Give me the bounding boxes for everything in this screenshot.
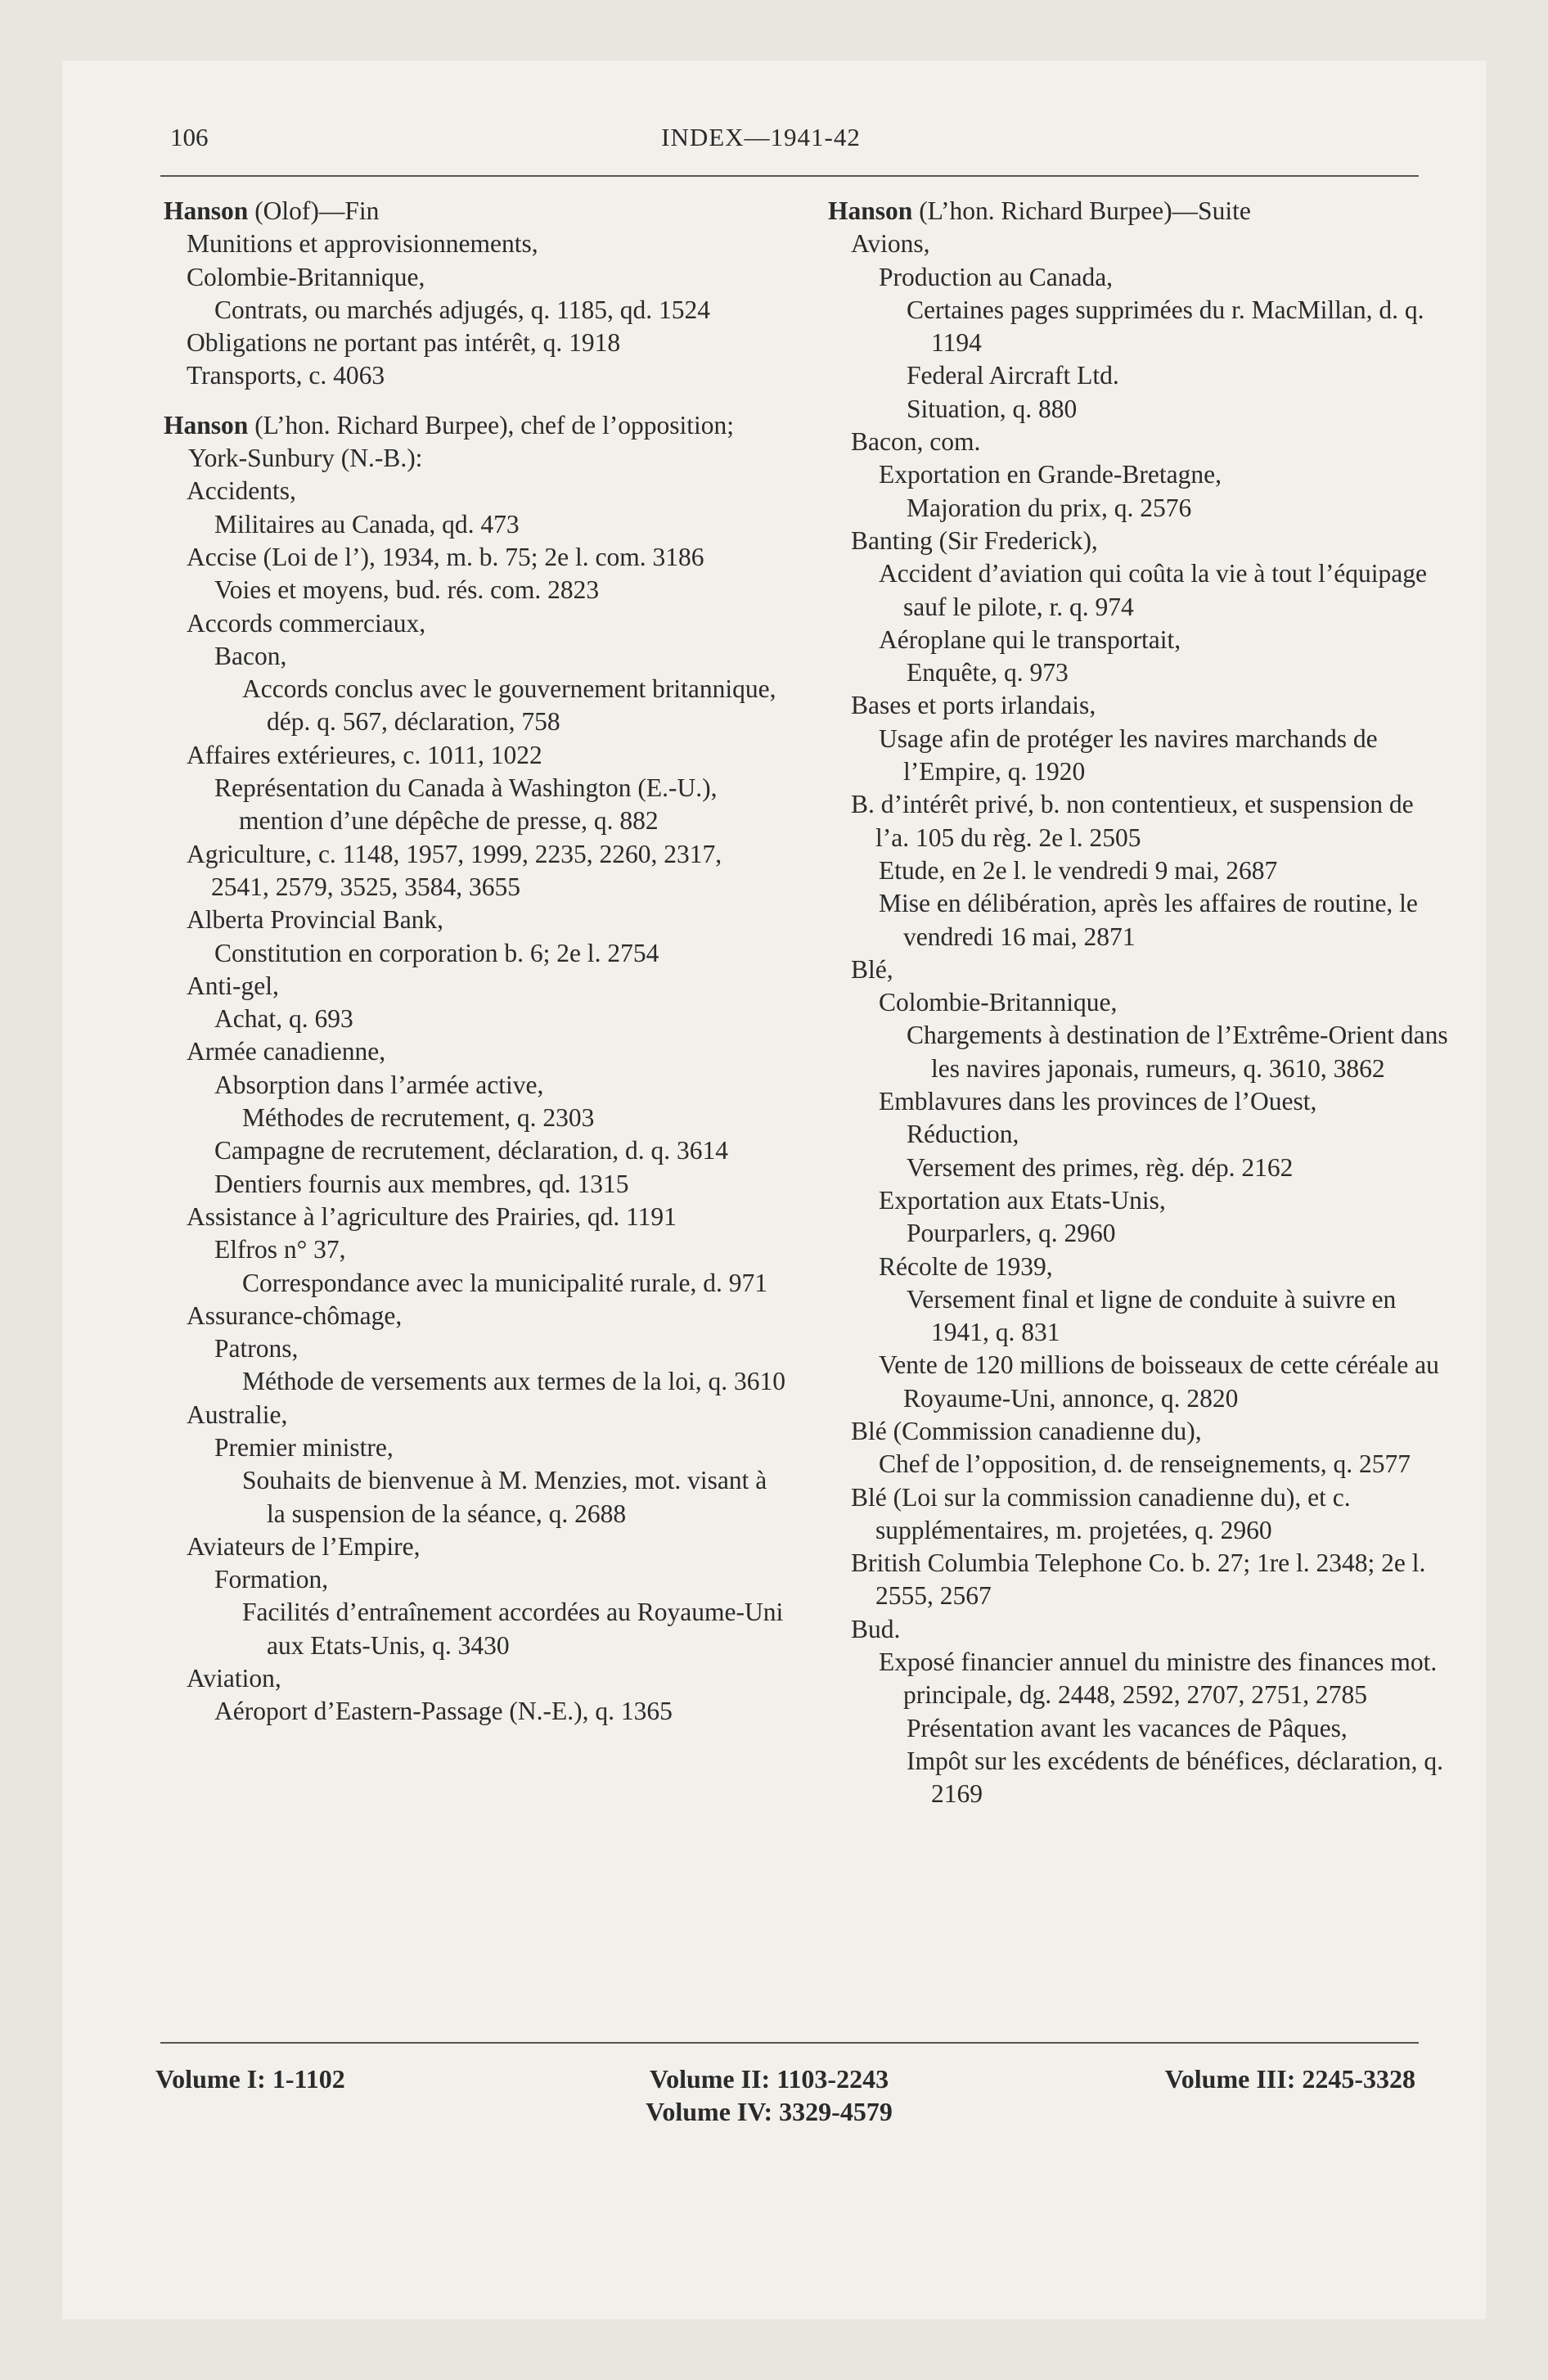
entry-text: Transports, c. 4063 (187, 361, 385, 390)
entry-text: Armée canadienne, (187, 1037, 386, 1066)
index-entry (828, 458, 1450, 491)
entry-text: Récolte de 1939, (879, 1251, 1053, 1281)
entry-text: Versement des primes, règ. dép. 2162 (907, 1152, 1294, 1182)
index-entry (164, 409, 785, 476)
right-column (828, 195, 1450, 1811)
index-entry (164, 195, 785, 228)
entry-text: Alberta Provincial Bank, (187, 905, 444, 935)
index-entry (828, 1646, 1450, 1712)
entry-text: Exposé financier annuel du ministre des finances mot. principale, dg. 2448, 2592, 2707, 2751, 2785 (879, 1648, 1438, 1710)
index-entry (164, 1596, 785, 1662)
index-entry (828, 986, 1450, 1019)
index-entry (828, 492, 1450, 525)
index-entry (828, 1712, 1450, 1745)
entry-text: Avions, (851, 229, 930, 259)
entry-text: (L’hon. Richard Burpee)—Suite (912, 196, 1251, 225)
index-entry (164, 508, 785, 541)
index-entry (164, 541, 785, 574)
index-entry (164, 772, 785, 838)
index-entry (164, 1134, 785, 1167)
entry-text: Absorption dans l’armée active, (214, 1070, 544, 1099)
index-entry (828, 1217, 1450, 1250)
index-entry (828, 261, 1450, 294)
entry-text: Agriculture, c. 1148, 1957, 1999, 2235, 2260, 2317, 2541, 2579, 3525, 3584, 3655 (187, 839, 722, 901)
index-entry (828, 1184, 1450, 1217)
entry-heading: Hanson (828, 196, 913, 225)
index-entry (164, 904, 785, 936)
entry-text: Accident d’aviation qui coûta la vie à tout l’équipage sauf le pilote, r. q. 974 (879, 559, 1428, 621)
entry-text: British Columbia Telephone Co. b. 27; 1re l. 2348; 2e l. 2555, 2567 (851, 1548, 1426, 1611)
index-entry (164, 359, 785, 392)
index-entry (828, 1415, 1450, 1448)
entry-text: Premier ministre, (214, 1432, 394, 1462)
index-entry (828, 195, 1450, 228)
index-entry (164, 574, 785, 606)
entry-text: Banting (Sir Frederick), (851, 525, 1098, 555)
footer-rule (160, 2042, 1419, 2044)
entry-text: Présentation avant les vacances de Pâques, (907, 1713, 1348, 1742)
index-entry (164, 1431, 785, 1464)
entry-text: Chef de l’opposition, d. de renseignements, q. 2577 (879, 1449, 1411, 1479)
entry-text: Colombie-Britannique, (879, 988, 1118, 1017)
index-entry (164, 1233, 785, 1266)
index-entry (828, 1283, 1450, 1350)
index-entry (828, 1448, 1450, 1481)
entry-text: Formation, (214, 1565, 329, 1594)
index-entry (828, 1118, 1450, 1151)
entry-text: Assurance-chômage, (187, 1300, 403, 1330)
entry-text: Colombie-Britannique, (187, 262, 425, 291)
index-entry (164, 1201, 785, 1233)
index-entry (164, 1267, 785, 1300)
index-entry (828, 1251, 1450, 1283)
entry-text: Dentiers fournis aux membres, qd. 1315 (214, 1169, 629, 1198)
index-entry (828, 359, 1450, 392)
entry-text: Facilités d’entraînement accordées au Royaume-Uni aux Etats-Unis, q. 3430 (242, 1598, 784, 1660)
index-entry (828, 1349, 1450, 1415)
entry-text: Impôt sur les excédents de bénéfices, déclaration, q. 2169 (907, 1746, 1443, 1809)
entry-text: Etude, en 2e l. le vendredi 9 mai, 2687 (879, 855, 1278, 885)
header-rule (160, 175, 1419, 177)
index-entry (164, 1069, 785, 1102)
index-entry (164, 838, 785, 904)
entry-text: Patrons, (214, 1334, 299, 1364)
entry-text: Bases et ports irlandais, (851, 691, 1096, 720)
left-column (164, 195, 785, 1729)
entry-text: Accise (Loi de l’), 1934, m. b. 75; 2e l. com. 3186 (187, 542, 704, 571)
entry-text: Anti-gel, (187, 971, 279, 1000)
entry-text: Accords commerciaux, (187, 608, 426, 638)
entry-text: Enquête, q. 973 (907, 658, 1069, 687)
index-entry (164, 739, 785, 772)
entry-text: (L’hon. Richard Burpee), chef de l’opposition; York-Sunbury (N.-B.): (188, 410, 734, 473)
entry-text: Certaines pages supprimées du r. MacMillan, d. q. 1194 (907, 295, 1424, 358)
entry-text: Majoration du prix, q. 2576 (907, 493, 1192, 522)
entry-text: Exportation en Grande-Bretagne, (879, 460, 1222, 489)
entry-text: (Olof)—Fin (248, 196, 380, 225)
entry-text: Méthodes de recrutement, q. 2303 (242, 1103, 595, 1133)
index-entry (828, 1745, 1450, 1811)
entry-heading: Hanson (164, 196, 249, 225)
index-entry (164, 228, 785, 260)
index-entry (828, 557, 1450, 624)
entry-text: Aviation, (187, 1664, 281, 1693)
entry-text: Représentation du Canada à Washington (E.-U.), mention d’une dépêche de presse, q. 882 (214, 773, 718, 836)
index-entry (164, 640, 785, 673)
index-entry (164, 1365, 785, 1398)
entry-text: Aéroplane qui le transportait, (879, 624, 1181, 654)
index-entry (164, 1168, 785, 1201)
volume-4-range: Volume IV: 3329-4579 (646, 2097, 893, 2126)
entry-text: B. d’intérêt privé, b. non contentieux, et suspension de l’a. 105 du règ. 2e l. 2505 (851, 790, 1414, 852)
entry-text: Emblavures dans les provinces de l’Ouest, (879, 1087, 1317, 1116)
index-entry (164, 1464, 785, 1530)
index-entry (164, 475, 785, 507)
page-number: 106 (170, 123, 209, 151)
index-entry (828, 228, 1450, 260)
entry-heading: Hanson (164, 410, 249, 439)
entry-text: Bacon, com. (851, 427, 981, 457)
index-entry (164, 261, 785, 294)
index-entry (828, 723, 1450, 789)
index-entry (828, 1613, 1450, 1646)
index-entry (164, 937, 785, 970)
index-entry (828, 854, 1450, 887)
index-entry (828, 887, 1450, 953)
index-entry (164, 1530, 785, 1563)
entry-text: Blé (Commission canadienne du), (851, 1416, 1202, 1445)
index-entry (828, 1152, 1450, 1184)
entry-text: Vente de 120 millions de boisseaux de cette céréale au Royaume-Uni, annonce, q. 2820 (879, 1350, 1439, 1413)
index-entry (164, 607, 785, 640)
entry-text: Constitution en corporation b. 6; 2e l. 2754 (214, 938, 659, 967)
entry-text: Pourparlers, q. 2960 (907, 1219, 1116, 1248)
index-entry (164, 1332, 785, 1365)
volume-1-range: Volume I: 1-1102 (155, 2064, 345, 2094)
index-entry (828, 525, 1450, 557)
entry-text: Blé, (851, 954, 893, 984)
entry-text: Obligations ne portant pas intérêt, q. 1918 (187, 328, 621, 358)
entry-text: Bud. (851, 1614, 901, 1643)
entry-text: Blé (Loi sur la commission canadienne du), et c. supplémentaires, m. projetées, q. 2960 (851, 1482, 1351, 1544)
index-entry (828, 656, 1450, 689)
entry-text: Production au Canada, (879, 262, 1114, 291)
index-entry (164, 294, 785, 327)
entry-text: Souhaits de bienvenue à M. Menzies, mot. visant à la suspension de la séance, q. 2688 (242, 1466, 767, 1528)
entry-text: Usage afin de protéger les navires marchands de l’Empire, q. 1920 (879, 723, 1378, 787)
index-entry (828, 788, 1450, 854)
index-entry (164, 970, 785, 1003)
index-entry (164, 1563, 785, 1596)
entry-text: Australie, (187, 1400, 288, 1429)
index-entry (828, 1481, 1450, 1548)
entry-text: Mise en délibération, après les affaires de routine, le vendredi 16 mai, 2871 (879, 889, 1418, 951)
index-entry (828, 1085, 1450, 1118)
entry-text: Assistance à l’agriculture des Prairies, qd. 1191 (187, 1201, 677, 1231)
entry-text: Accidents, (187, 476, 296, 506)
index-entry (164, 1695, 785, 1728)
index-entry (828, 426, 1450, 458)
entry-text: Réduction, (907, 1120, 1019, 1149)
entry-text: Achat, q. 693 (214, 1004, 353, 1034)
entry-text: Aéroport d’Eastern-Passage (N.-E.), q. 1365 (214, 1697, 673, 1726)
entry-text: Accords conclus avec le gouvernement britannique, dép. q. 567, déclaration, 758 (242, 674, 776, 737)
entry-text: Situation, q. 880 (907, 394, 1078, 423)
index-entry (828, 624, 1450, 656)
volume-2-range: Volume II: 1103-2243 (649, 2064, 889, 2094)
index-entry (164, 1300, 785, 1332)
index-entry (164, 1102, 785, 1134)
index-entry (828, 1547, 1450, 1613)
index-entry (164, 1003, 785, 1035)
index-entry (828, 953, 1450, 986)
entry-text: Chargements à destination de l’Extrême-Orient dans les navires japonais, rumeurs, q. 3610, 3862 (907, 1021, 1448, 1083)
index-entry (164, 1035, 785, 1068)
entry-text: Méthode de versements aux termes de la loi, q. 3610 (242, 1367, 785, 1396)
index-entry (828, 1019, 1450, 1085)
volume-3-range: Volume III: 2245-3328 (1164, 2064, 1415, 2094)
entry-text: Contrats, ou marchés adjugés, q. 1185, qd. 1524 (214, 295, 710, 324)
entry-text: Bacon, (214, 641, 287, 670)
volume-2-4-block (614, 2062, 925, 2128)
index-entry (164, 673, 785, 739)
index-entry (828, 294, 1450, 360)
index-entry (828, 393, 1450, 426)
entry-text: Exportation aux Etats-Unis, (879, 1185, 1166, 1215)
index-entry (164, 1662, 785, 1695)
entry-text: Elfros n° 37, (214, 1235, 346, 1264)
index-entry (164, 1399, 785, 1431)
page-header (106, 123, 1415, 160)
entry-text: Federal Aircraft Ltd. (907, 361, 1119, 390)
entry-text: Campagne de recrutement, déclaration, d. q. 3614 (214, 1136, 729, 1165)
entry-text: Militaires au Canada, qd. 473 (214, 509, 520, 539)
entry-text: Affaires extérieures, c. 1011, 1022 (187, 740, 542, 769)
entry-text: Correspondance avec la municipalité rurale, d. 971 (242, 1268, 767, 1297)
entry-text: Aviateurs de l’Empire, (187, 1531, 421, 1561)
index-entry (164, 327, 785, 359)
running-head: INDEX—1941-42 (661, 123, 861, 151)
entry-text: Versement final et ligne de conduite à suivre en 1941, q. 831 (907, 1284, 1397, 1347)
entry-text: Voies et moyens, bud. rés. com. 2823 (214, 575, 600, 605)
index-entry (828, 689, 1450, 722)
entry-text: Munitions et approvisionnements, (187, 229, 538, 259)
